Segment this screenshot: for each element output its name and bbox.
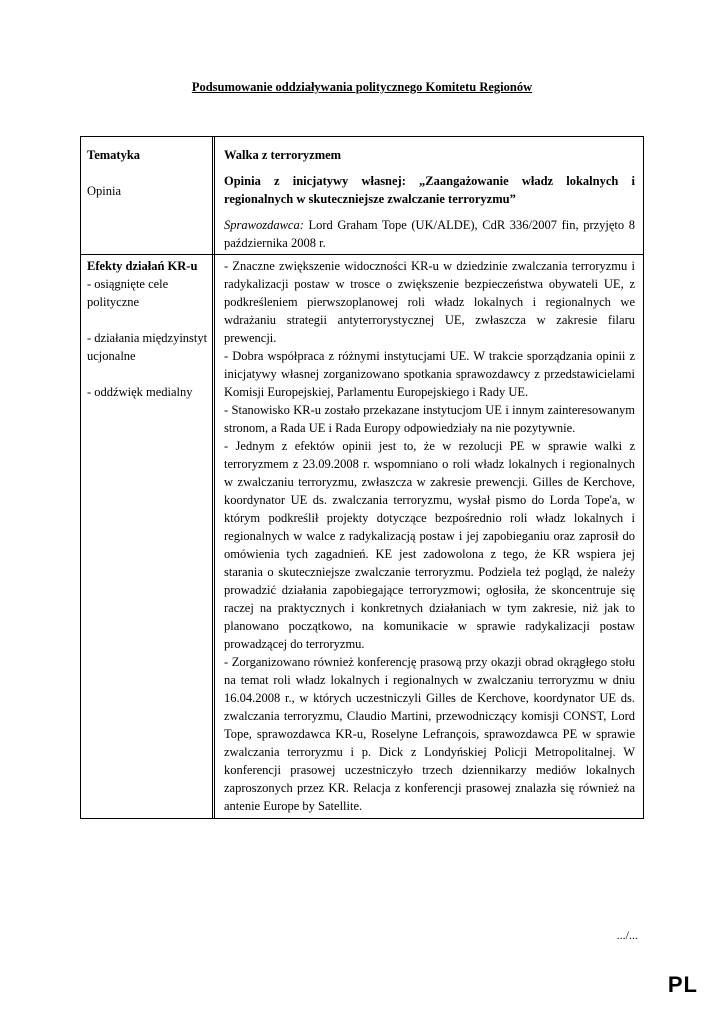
paragraph: - Dobra współpraca z różnymi instytucjami UE. W trakcie sporządzania opinii z inicjatywy własnej zorganizowano spotkania sprawozdawcy z przedstawicielami Komisji Europejskiej, Parlamentu Europejskiego i Rady UE. (224, 349, 635, 399)
table-row-topic (81, 137, 643, 254)
left-item-goals: - osiągnięte cele polityczne (87, 277, 169, 309)
row2-left-cell (81, 255, 215, 818)
opinia-label: Opinia (87, 184, 122, 198)
opinion-title: Opinia z inicjatywy własnej: „Zaangażowanie władz lokalnych i regionalnych w skuteczniejsze zwalczanie terroryzmu” (224, 174, 635, 206)
language-code: PL (667, 972, 698, 997)
paragraph: - Jednym z efektów opinii jest to, że w rezolucji PE w sprawie walki z terroryzmem z 23.09.2008 r. wspomniano o roli władz lokalnych i regionalnych w zwalczaniu terroryzmu, zwłaszcza w zakresie prewencji. Gilles de Kerchove, koordynator UE ds. zwalczania terroryzmu, wysłał pismo do Lorda Tope'a, w którym podkreślił projekty dotyczące bezpośrednio roli władz lokalnych i regionalnych w walce z radykalizacją postaw i jej zapobieganiu oraz zaprosił do omówienia tych zagadnień. KE jest zadowolona z tego, że KR wspiera jej starania o skuteczniejsze zwalczanie terroryzmu. Podziela też pogląd, że należy prowadzić działania zapobiegające terroryzmowi; ogłosiła, że skoncentruje się raczej na praktycznych i konkretnych działaniach w tym zakresie, niż jak to planowano początkowo, na komunikacie w sprawie radykalizacji postaw prowadzącej do terroryzmu. (224, 439, 635, 651)
row2-right-cell (215, 255, 643, 818)
topic-title: Walka z terroryzmem (224, 148, 342, 162)
effects-heading: Efekty działań KR-u (87, 259, 198, 273)
paragraph: - Stanowisko KR-u zostało przekazane instytucjom UE i innym zainteresowanym stronom, a Rada UE i Rada Europy odpowiedziały na nie pozytywnie. (224, 403, 635, 435)
document-title: Podsumowanie oddziaływania politycznego Komitetu Regionów (191, 80, 533, 94)
left-item-media: - oddźwięk medialny (87, 385, 193, 399)
rapporteur-line (224, 216, 635, 252)
rapporteur-text: Lord Graham Tope (UK/ALDE), CdR 336/2007 fin, przyjęto 8 października 2008 r. (224, 218, 635, 250)
left-item-interinstitutional: - działania międzyinstytucjonalne (87, 331, 208, 363)
summary-table (80, 136, 644, 819)
row1-right-cell (215, 137, 643, 254)
paragraph: - Zorganizowano również konferencję prasową przy okazji obrad okrągłego stołu na temat roli władz lokalnych i regionalnych w zwalczaniu terroryzmu w dniu 16.04.2008 r., w których uczestniczyli Gilles de Kerchove, koordynator UE ds. zwalczania terroryzmu, Claudio Martini, przewodniczący komisji CONST, Lord Tope, sprawozdawca KR-u, Roselyne Lefrançois, sprawozdawca PE w sprawie zwalczania terroryzmu i p. Dick z Londyńskiej Policji Metropolitalnej. W konferencji prasowej uczestniczyło trzech dziennikarzy mediów lokalnych zaproszonych przez KR. Relacja z konferencji prasowej znalazła się również na antenie Europe by Satellite. (224, 655, 635, 813)
row1-left-cell (81, 137, 215, 254)
tematyka-label: Tematyka (87, 148, 141, 162)
paragraph: - Znaczne zwiększenie widoczności KR-u w dziedzinie zwalczania terroryzmu i radykalizacji postaw w trosce o zwiększenie bezpieczeństwa obywateli UE, z podkreśleniem pierwszoplanowej roli władz lokalnych i regionalnych we wdrażaniu strategii antyterrorystycznej UE, zwłaszcza w zakresie filaru prewencji. (224, 259, 635, 345)
table-row-effects (81, 254, 643, 818)
continuation-mark: .../... (616, 928, 638, 942)
rapporteur-label: Sprawozdawca: (224, 218, 304, 232)
